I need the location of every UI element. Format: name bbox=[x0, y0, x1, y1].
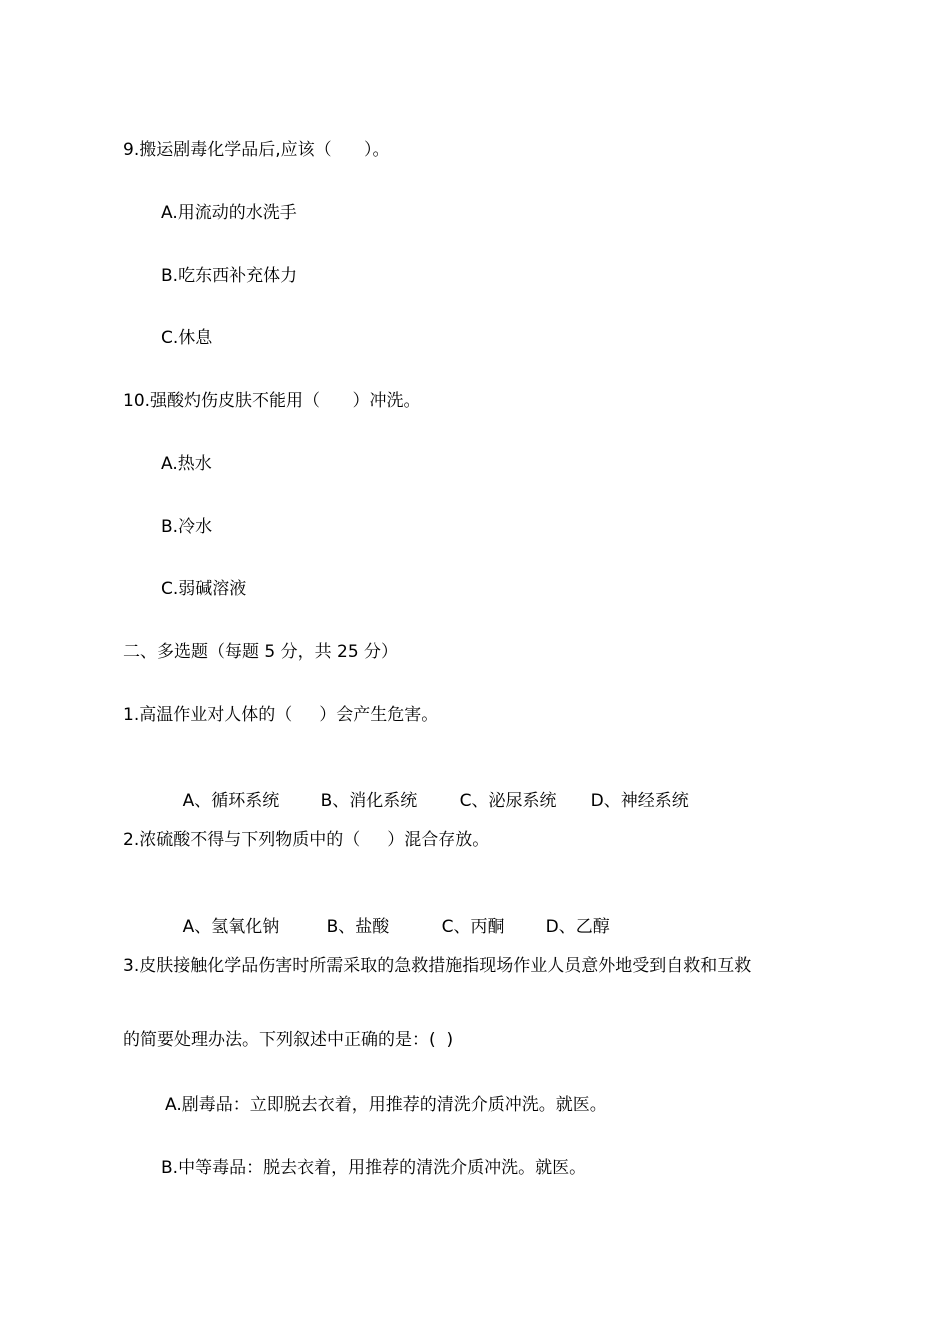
multi-question-3-stem-line-1: 3.皮肤接触化学品伤害时所需采取的急救措施指现场作业人员意外地受到自救和互救 bbox=[123, 956, 752, 976]
multi-question-2-option-a: A、氢氧化钠 bbox=[182, 917, 280, 937]
multi-question-3-option-a: A.剧毒品：立即脱去衣着，用推荐的清洗介质冲洗。就医。 bbox=[165, 1095, 607, 1115]
multi-question-3-stem-line-2: 的简要处理办法。下列叙述中正确的是：( ) bbox=[123, 1030, 454, 1050]
multi-question-1-option-a: A、循环系统 bbox=[182, 791, 280, 811]
multi-question-2-stem: 2.浓硫酸不得与下列物质中的（ ）混合存放。 bbox=[123, 830, 490, 850]
multi-question-1-options bbox=[161, 765, 689, 837]
question-9-stem: 9.搬运剧毒化学品后,应该（ ）。 bbox=[123, 140, 390, 160]
multi-question-1-option-b: B、消化系统 bbox=[320, 791, 418, 811]
question-10-option-c: C.弱碱溶液 bbox=[161, 579, 247, 599]
question-10-option-a: A.热水 bbox=[161, 454, 212, 474]
question-10-option-b: B.冷水 bbox=[161, 517, 213, 537]
multi-question-3-option-b: B.中等毒品：脱去衣着，用推荐的清洗介质冲洗。就医。 bbox=[161, 1158, 587, 1178]
multi-question-2-option-b: B、盐酸 bbox=[326, 917, 390, 937]
multi-question-2-options bbox=[161, 891, 610, 963]
question-9-option-b: B.吃东西补充体力 bbox=[161, 266, 298, 286]
question-10-stem: 10.强酸灼伤皮肤不能用（ ）冲洗。 bbox=[123, 391, 421, 411]
question-9-option-c: C.休息 bbox=[161, 328, 213, 348]
multi-question-1-stem: 1.高温作业对人体的（ ）会产生危害。 bbox=[123, 705, 439, 725]
multi-question-1-option-d: D、神经系统 bbox=[590, 791, 689, 811]
multi-question-2-option-c: C、丙酮 bbox=[441, 917, 505, 937]
section-heading-multiple-choice: 二、多选题（每题 5 分，共 25 分） bbox=[123, 642, 399, 662]
question-9-option-a: A.用流动的水洗手 bbox=[161, 203, 297, 223]
multi-question-1-option-c: C、泌尿系统 bbox=[459, 791, 557, 811]
multi-question-2-option-d: D、乙醇 bbox=[545, 917, 610, 937]
